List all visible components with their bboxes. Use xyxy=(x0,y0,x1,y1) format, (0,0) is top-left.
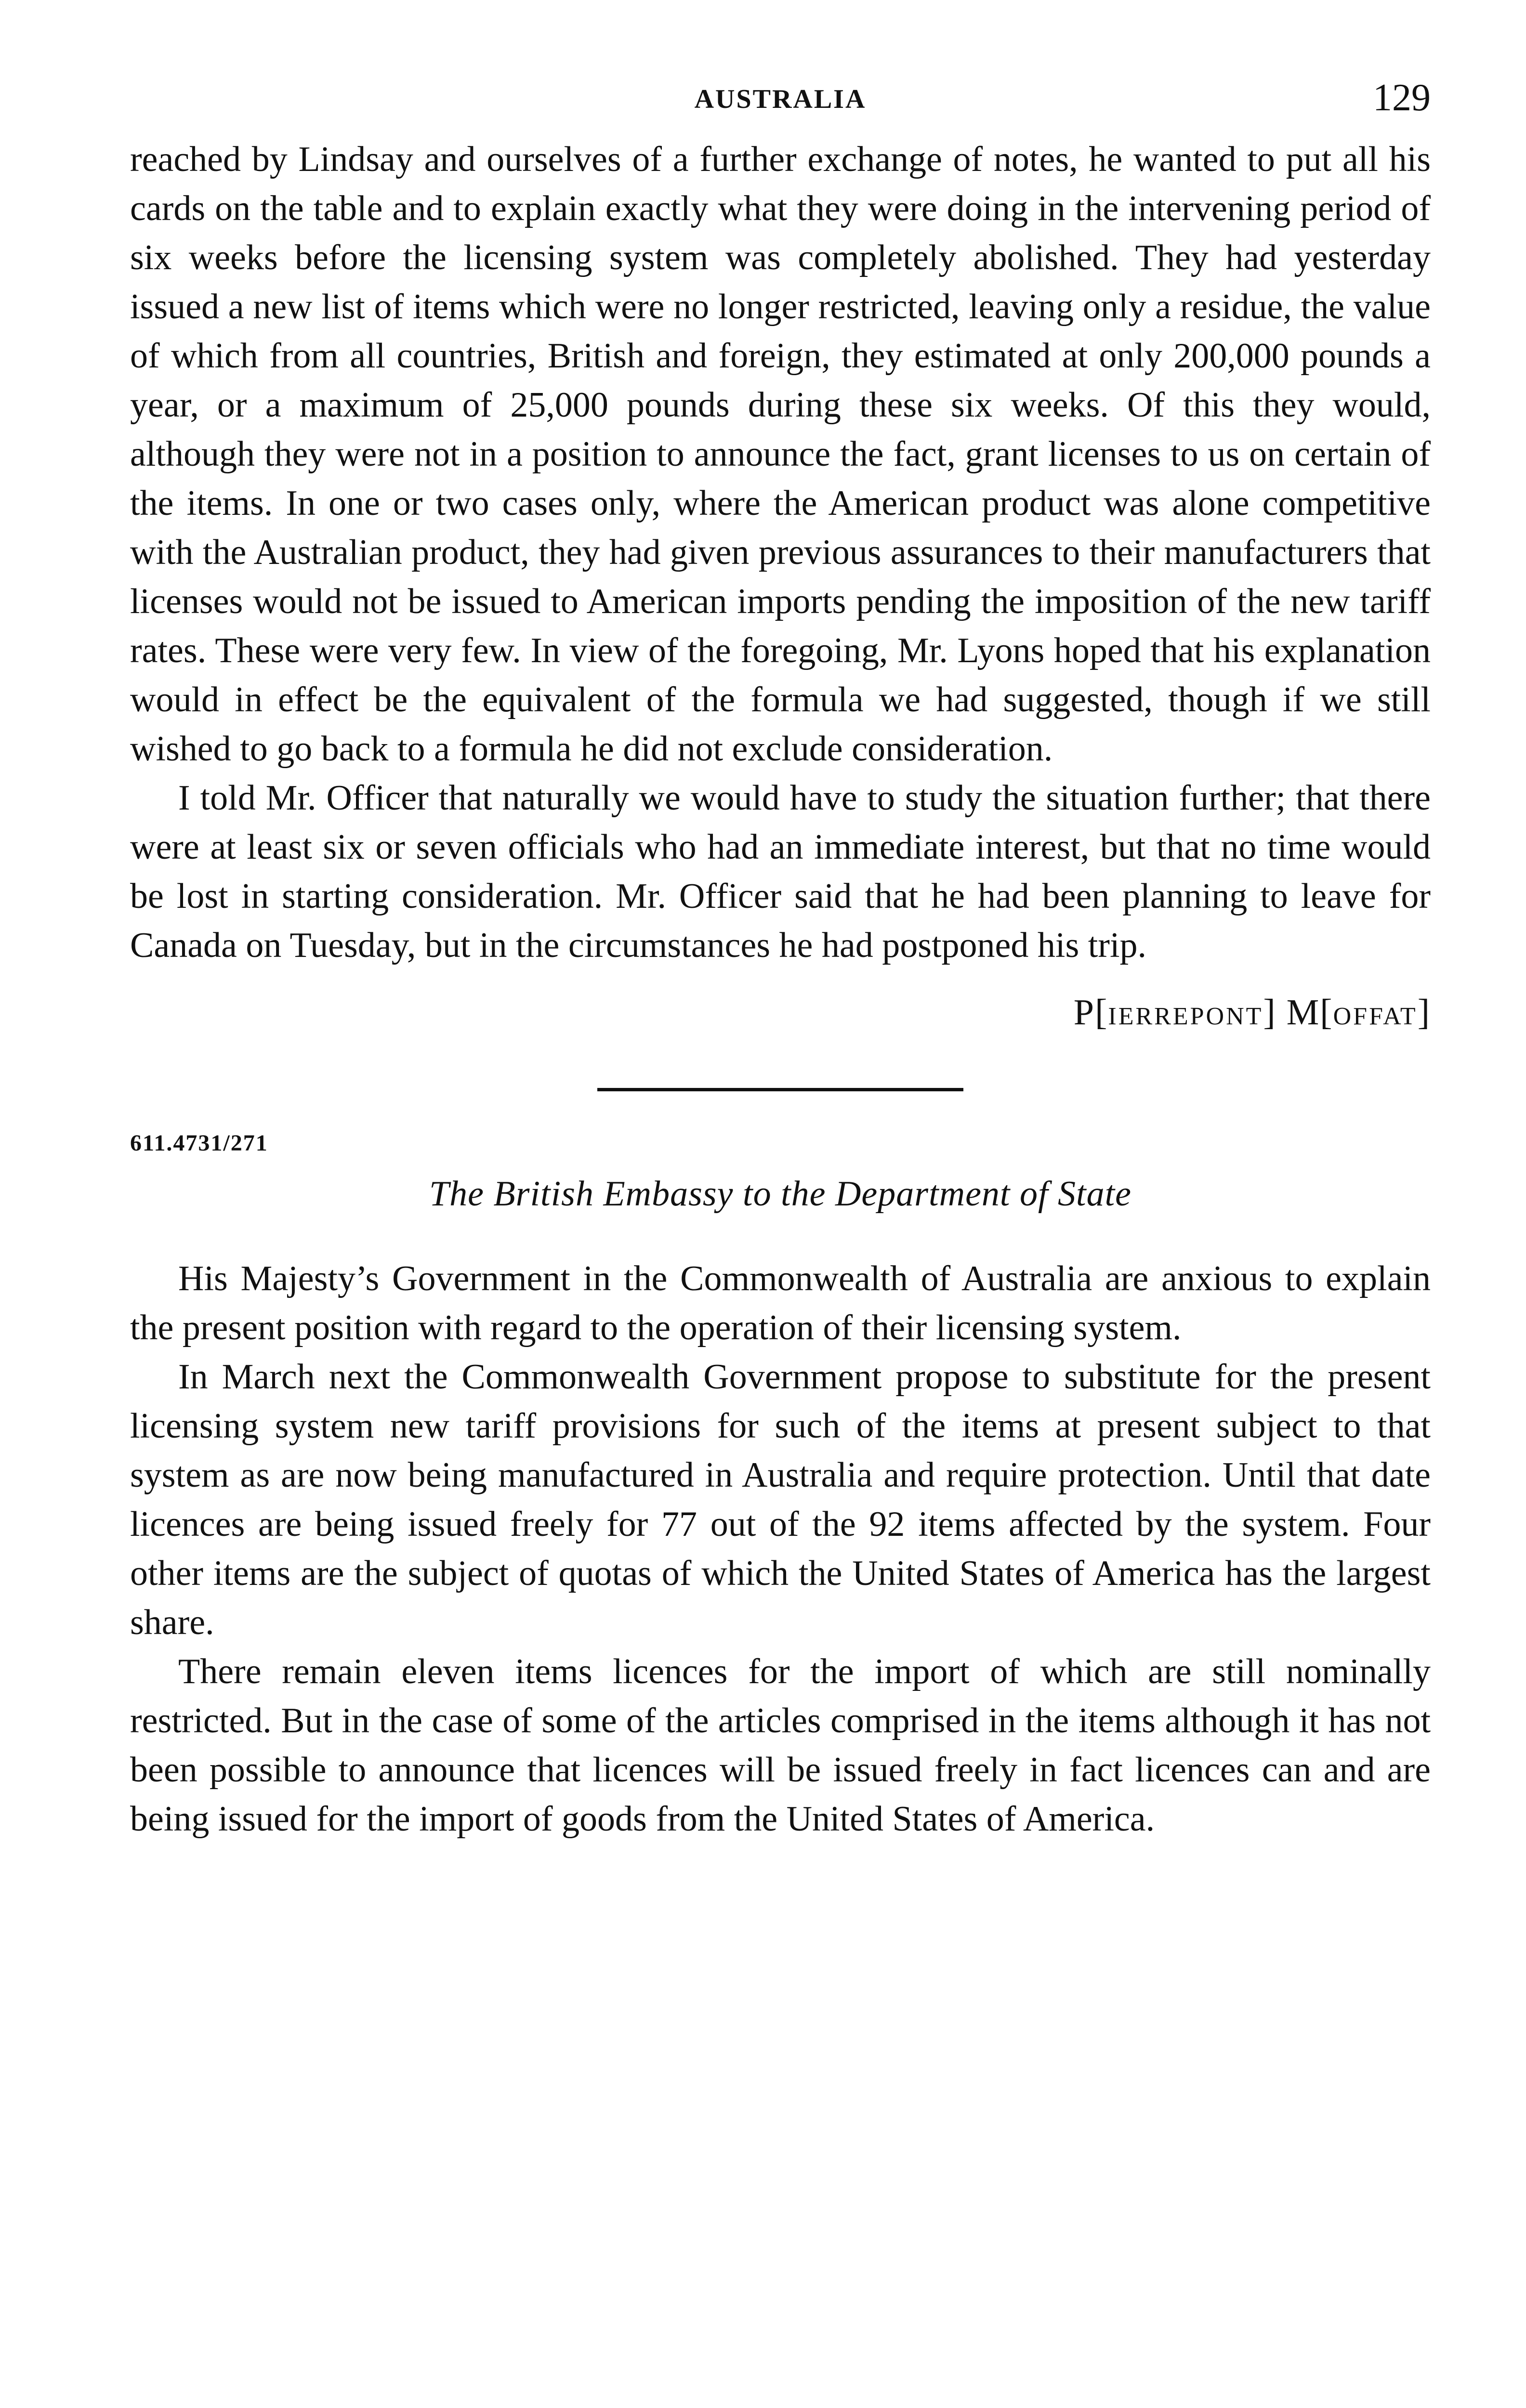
section-divider xyxy=(597,1088,963,1091)
signature-last-name: OFFAT xyxy=(1333,1003,1418,1030)
signature-first-initial: P xyxy=(1073,992,1095,1033)
running-title: AUSTRALIA xyxy=(694,84,867,114)
signature-first-name: IERREPONT xyxy=(1108,1003,1263,1030)
signature-last-initial: M xyxy=(1286,992,1320,1033)
document-title: The British Embassy to the Department of State xyxy=(429,1174,1132,1214)
page-number: 129 xyxy=(1373,77,1431,119)
body-paragraph: I told Mr. Officer that naturally we would have to study the situation further; that there were at least six or seven officials who had an immediate interest, but that no time would be lost in starting consideration. Mr. Officer said that he had been planning to leave for Canada on Tuesday, but in the circumstances he had postponed his trip. xyxy=(130,778,1431,965)
book-page xyxy=(130,67,1431,2379)
document-paragraph: His Majesty’s Government in the Commonwealth of Australia are anxious to explain the present position with regard to the operation of their licensing system. xyxy=(130,1259,1431,1348)
continued-paragraph: reached by Lindsay and ourselves of a further exchange of notes, he wanted to put all his cards on the table and to explain exactly what they were doing in the intervening period of six weeks before the licensing system was completely abolished. They had yesterday issued a new list of items which were no longer restricted, leaving only a residue, the value of which from all countries, British and foreign, they estimated at only 200,000 pounds a year, or a maximum of 25,000 pounds during these six weeks. Of this they would, although they were not in a position to announce the fact, grant licenses to us on certain of the items. In one or two cases only, where the American product was alone competitive with the Australian product, they had given previous assurances to their manufacturers that licenses would not be issued to American imports pending the imposition of the new tariff rates. These were very few. In view of the foregoing, Mr. Lyons hoped that his explanation would in effect be the equivalent of the formula we had suggested, though if we still wished to go back to a formula he did not exclude consideration. xyxy=(130,140,1431,769)
document-paragraph: There remain eleven items licences for the import of which are still nominally restricted. But in the case of some of the articles comprised in the items although it has not been possible to announce that licences will be issued freely in fact licences can and are being issued for the import of goods from the United States of America. xyxy=(130,1652,1431,1839)
file-number: 611.4731/271 xyxy=(130,1130,268,1156)
signature: P[IERREPONT] M[OFFAT] xyxy=(1073,992,1431,1033)
document-paragraph: In March next the Commonwealth Government propose to substitute for the present licensing system new tariff provisions for such of the items at present subject to that system as are now being manufactured in Australia and require protection. Until that date licences are being issued freely for 77 out of the 92 items affected by the system. Four other items are the subject of quotas of which the United States of America has the largest share. xyxy=(130,1357,1431,1642)
running-header xyxy=(130,67,1431,135)
